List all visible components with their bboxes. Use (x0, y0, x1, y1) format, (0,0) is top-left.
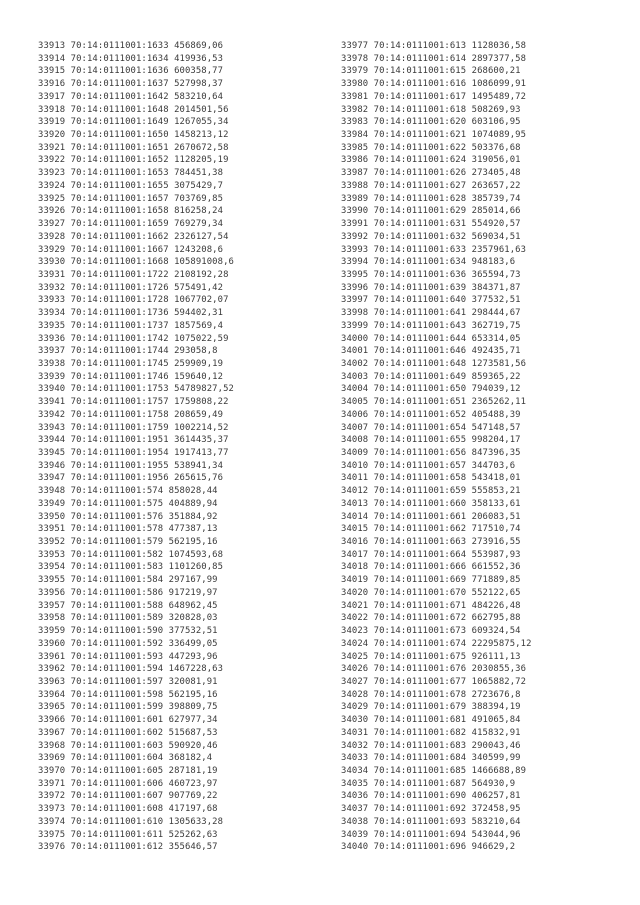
record-row: 33959 70:14:0111001:590 377532,51 (38, 626, 218, 637)
record-row: 33983 70:14:0111001:620 603106,95 (341, 117, 521, 128)
record-row: 33936 70:14:0111001:1742 1075022,59 (38, 333, 229, 344)
record-row: 33945 70:14:0111001:1954 1917413,77 (38, 448, 229, 458)
record-row: 33977 70:14:0111001:613 1128036,58 (341, 41, 527, 51)
record-row: 33990 70:14:0111001:629 285014,66 (341, 206, 521, 217)
record-row: 33916 70:14:0111001:1637 527998,37 (38, 79, 224, 90)
record-row: 34000 70:14:0111001:644 653314,05 (341, 333, 521, 344)
record-row: 33994 70:14:0111001:634 948183,6 (341, 257, 516, 268)
record-row: 33940 70:14:0111001:1753 54789827,52 (38, 384, 234, 395)
record-list-left (38, 40, 234, 854)
record-row: 33979 70:14:0111001:615 268600,21 (341, 66, 521, 77)
record-row: 33992 70:14:0111001:632 569034,51 (341, 231, 521, 242)
record-row: 33933 70:14:0111001:1728 1067702,07 (38, 295, 229, 306)
record-row: 34017 70:14:0111001:664 553987,93 (341, 549, 521, 560)
record-row: 34010 70:14:0111001:657 344703,6 (341, 460, 516, 471)
record-row: 33935 70:14:0111001:1737 1857569,4 (38, 320, 224, 331)
record-row: 34025 70:14:0111001:675 926111,13 (341, 651, 521, 662)
record-row: 33925 70:14:0111001:1657 703769,85 (38, 193, 224, 204)
record-row: 33971 70:14:0111001:606 460723,97 (38, 778, 218, 789)
record-row: 33915 70:14:0111001:1636 600358,77 (38, 66, 224, 77)
record-row: 33926 70:14:0111001:1658 816258,24 (38, 206, 224, 217)
record-row: 33984 70:14:0111001:621 1074089,95 (341, 130, 527, 141)
record-row: 33968 70:14:0111001:603 590920,46 (38, 740, 218, 751)
record-row: 33941 70:14:0111001:1757 1759808,22 (38, 397, 229, 408)
record-row: 34015 70:14:0111001:662 717510,74 (341, 524, 521, 535)
record-row: 33987 70:14:0111001:626 273405,48 (341, 168, 521, 179)
record-row: 34005 70:14:0111001:651 2365262,11 (341, 397, 527, 408)
record-row: 33969 70:14:0111001:604 368182,4 (38, 753, 213, 764)
record-row: 34006 70:14:0111001:652 405488,39 (341, 409, 521, 420)
record-row: 33952 70:14:0111001:579 562195,16 (38, 537, 218, 548)
record-row: 33962 70:14:0111001:594 1467228,63 (38, 664, 224, 675)
record-row: 33972 70:14:0111001:607 907769,22 (38, 791, 218, 802)
record-row: 33970 70:14:0111001:605 287181,19 (38, 765, 218, 776)
record-row: 34007 70:14:0111001:654 547148,57 (341, 422, 521, 433)
record-row: 34004 70:14:0111001:650 794039,12 (341, 384, 521, 395)
record-row: 33986 70:14:0111001:624 319056,01 (341, 155, 521, 166)
record-row: 33929 70:14:0111001:1667 1243208,6 (38, 244, 224, 255)
record-row: 33985 70:14:0111001:622 503376,68 (341, 142, 521, 153)
record-row: 33988 70:14:0111001:627 263657,22 (341, 180, 521, 191)
record-row: 33982 70:14:0111001:618 508269,93 (341, 104, 521, 115)
record-row: 33976 70:14:0111001:612 355646,57 (38, 842, 218, 853)
record-row: 34018 70:14:0111001:666 661552,36 (341, 562, 521, 573)
record-row: 34024 70:14:0111001:674 22295875,12 (341, 638, 532, 649)
record-row: 33997 70:14:0111001:640 377532,51 (341, 295, 521, 306)
record-row: 33953 70:14:0111001:582 1074593,68 (38, 549, 224, 560)
record-row: 34035 70:14:0111001:687 564930,9 (341, 778, 516, 789)
record-row: 34008 70:14:0111001:655 998204,17 (341, 435, 521, 446)
record-row: 33931 70:14:0111001:1722 2108192,28 (38, 269, 229, 280)
record-row: 33993 70:14:0111001:633 2357961,63 (341, 244, 527, 255)
record-row: 34011 70:14:0111001:658 543418,01 (341, 473, 521, 484)
record-row: 33956 70:14:0111001:586 917219,97 (38, 587, 218, 598)
record-row: 33999 70:14:0111001:643 362719,75 (341, 320, 521, 331)
record-row: 34033 70:14:0111001:684 340599,99 (341, 753, 521, 764)
record-row: 33989 70:14:0111001:628 385739,74 (341, 193, 521, 204)
record-row: 33938 70:14:0111001:1745 259909,19 (38, 358, 224, 369)
record-row: 33974 70:14:0111001:610 1305633,28 (38, 816, 224, 827)
record-row: 33947 70:14:0111001:1956 265615,76 (38, 473, 224, 484)
record-row: 33924 70:14:0111001:1655 3075429,7 (38, 180, 224, 191)
record-row: 34029 70:14:0111001:679 388394,19 (341, 702, 521, 713)
record-row: 34027 70:14:0111001:677 1065882,72 (341, 676, 527, 687)
record-row: 33928 70:14:0111001:1662 2326127,54 (38, 231, 229, 242)
record-row: 33973 70:14:0111001:608 417197,68 (38, 804, 218, 815)
record-row: 33927 70:14:0111001:1659 769279,34 (38, 219, 224, 230)
record-row: 34040 70:14:0111001:696 946629,2 (341, 842, 516, 853)
record-row: 34026 70:14:0111001:676 2030855,36 (341, 664, 527, 675)
record-row: 34001 70:14:0111001:646 492435,71 (341, 346, 521, 357)
record-row: 33939 70:14:0111001:1746 159640,12 (38, 371, 224, 382)
record-row: 33949 70:14:0111001:575 404889,94 (38, 498, 218, 509)
record-row: 33963 70:14:0111001:597 320081,91 (38, 676, 218, 687)
record-row: 33958 70:14:0111001:589 320828,03 (38, 613, 218, 624)
record-row: 33921 70:14:0111001:1651 2670672,58 (38, 142, 229, 153)
record-row: 33957 70:14:0111001:588 648962,45 (38, 600, 218, 611)
record-row: 34022 70:14:0111001:672 662795,88 (341, 613, 521, 624)
record-row: 34012 70:14:0111001:659 555853,21 (341, 486, 521, 497)
record-row: 33917 70:14:0111001:1642 583210,64 (38, 91, 224, 102)
record-row: 33965 70:14:0111001:599 398809,75 (38, 702, 218, 713)
record-row: 33934 70:14:0111001:1736 594402,31 (38, 308, 224, 319)
record-row: 33960 70:14:0111001:592 336499,05 (38, 638, 218, 649)
record-row: 34036 70:14:0111001:690 406257,81 (341, 791, 521, 802)
record-row: 34013 70:14:0111001:660 358133,61 (341, 498, 521, 509)
record-row: 33964 70:14:0111001:598 562195,16 (38, 689, 218, 700)
record-row: 33975 70:14:0111001:611 525262,63 (38, 829, 218, 840)
record-row: 34002 70:14:0111001:648 1273581,56 (341, 358, 527, 369)
record-row: 33914 70:14:0111001:1634 419936,53 (38, 53, 224, 64)
record-row: 33995 70:14:0111001:636 365594,73 (341, 269, 521, 280)
record-row: 33920 70:14:0111001:1650 1458213,12 (38, 130, 229, 141)
record-row: 33966 70:14:0111001:601 627977,34 (38, 715, 218, 726)
record-row: 34028 70:14:0111001:678 2723676,8 (341, 689, 521, 700)
record-row: 34009 70:14:0111001:656 847396,35 (341, 448, 521, 458)
record-row: 33991 70:14:0111001:631 554920,57 (341, 219, 521, 230)
record-row: 33919 70:14:0111001:1649 1267055,34 (38, 117, 229, 128)
record-list-right (341, 40, 532, 854)
record-row: 34030 70:14:0111001:681 491065,84 (341, 715, 521, 726)
record-row: 34016 70:14:0111001:663 273916,55 (341, 537, 521, 548)
record-row: 34032 70:14:0111001:683 290043,46 (341, 740, 521, 751)
record-row: 34021 70:14:0111001:671 484226,48 (341, 600, 521, 611)
record-row: 34037 70:14:0111001:692 372458,95 (341, 804, 521, 815)
record-row: 33981 70:14:0111001:617 1495489,72 (341, 91, 527, 102)
record-row: 34023 70:14:0111001:673 609324,54 (341, 626, 521, 637)
record-row: 33955 70:14:0111001:584 297167,99 (38, 575, 218, 586)
record-row: 34031 70:14:0111001:682 415832,91 (341, 727, 521, 738)
record-row: 34034 70:14:0111001:685 1466688,89 (341, 765, 527, 776)
record-row: 34014 70:14:0111001:661 206083,51 (341, 511, 521, 522)
record-row: 33943 70:14:0111001:1759 1002214,52 (38, 422, 229, 433)
record-row: 33913 70:14:0111001:1633 456869,06 (38, 41, 224, 51)
record-row: 33980 70:14:0111001:616 1086099,91 (341, 79, 527, 90)
record-row: 33918 70:14:0111001:1648 2014501,56 (38, 104, 229, 115)
record-row: 33932 70:14:0111001:1726 575491,42 (38, 282, 224, 293)
record-row: 34020 70:14:0111001:670 552122,65 (341, 587, 521, 598)
record-row: 33944 70:14:0111001:1951 3614435,37 (38, 435, 229, 446)
record-row: 34003 70:14:0111001:649 859365,22 (341, 371, 521, 382)
record-row: 33954 70:14:0111001:583 1101260,85 (38, 562, 224, 573)
record-row: 34039 70:14:0111001:694 543044,96 (341, 829, 521, 840)
record-row: 33961 70:14:0111001:593 447293,96 (38, 651, 218, 662)
record-row: 33923 70:14:0111001:1653 784451,38 (38, 168, 224, 179)
record-row: 33922 70:14:0111001:1652 1128205,19 (38, 155, 229, 166)
record-row: 33978 70:14:0111001:614 2897377,58 (341, 53, 527, 64)
record-row: 33996 70:14:0111001:639 384371,87 (341, 282, 521, 293)
record-row: 33950 70:14:0111001:576 351884,92 (38, 511, 218, 522)
record-row: 33998 70:14:0111001:641 298444,67 (341, 308, 521, 319)
record-row: 33948 70:14:0111001:574 858028,44 (38, 486, 218, 497)
record-row: 34019 70:14:0111001:669 771889,85 (341, 575, 521, 586)
record-row: 34038 70:14:0111001:693 583210,64 (341, 816, 521, 827)
record-row: 33937 70:14:0111001:1744 293058,8 (38, 346, 218, 357)
record-row: 33951 70:14:0111001:578 477387,13 (38, 524, 218, 535)
record-row: 33942 70:14:0111001:1758 208659,49 (38, 409, 224, 420)
record-row: 33946 70:14:0111001:1955 538941,34 (38, 460, 224, 471)
record-row: 33930 70:14:0111001:1668 105891008,6 (38, 257, 234, 268)
record-row: 33967 70:14:0111001:602 515687,53 (38, 727, 218, 738)
